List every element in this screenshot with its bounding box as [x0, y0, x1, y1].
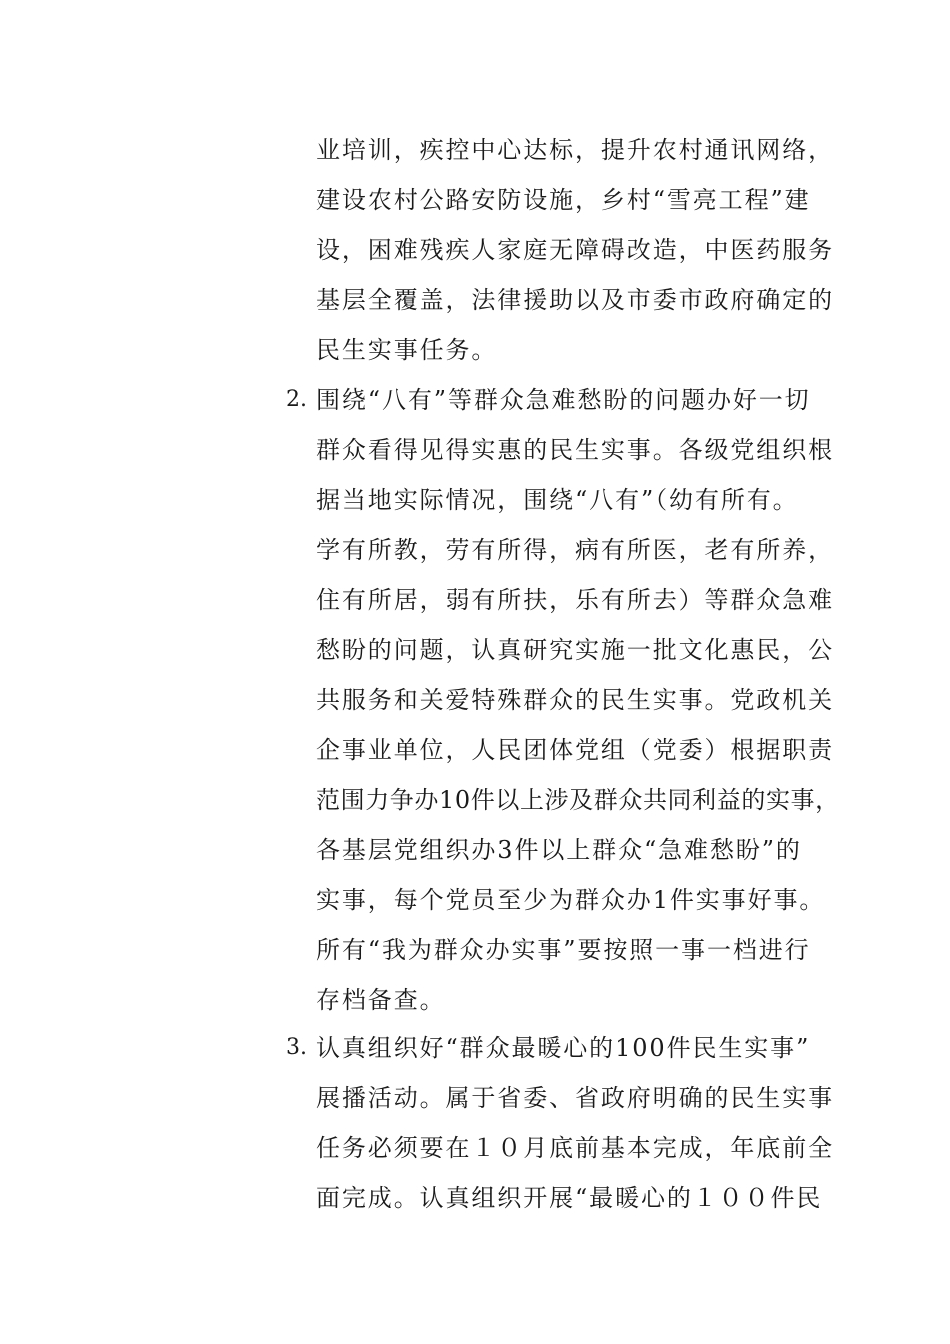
text-line: 认真组织好“群众最暖心的100件民生实事” [316, 1034, 811, 1062]
text-line: 建设农村公路安防设施，乡村“雪亮工程”建 [316, 186, 811, 214]
text-line: 共服务和关爱特殊群众的民生实事。党政机关 [316, 686, 834, 714]
text-line: 各基层党组织办3件以上群众“急难愁盼”的 [316, 836, 802, 864]
list-item-number: 3. [286, 1035, 307, 1060]
list-item-number: 2. [286, 387, 307, 412]
text-line: 企事业单位，人民团体党组（党委）根据职责 [316, 736, 834, 764]
text-line: 范围力争办10件以上涉及群众共同利益的实事， [316, 786, 840, 814]
text-line: 展播活动。属于省委、省政府明确的民生实事 [316, 1084, 834, 1112]
text-line: 民生实事任务。 [316, 336, 498, 364]
text-line: 据当地实际情况，围绕“八有”（幼有所有。 [316, 486, 799, 514]
text-line: 围绕“八有”等群众急难愁盼的问题办好一切 [316, 386, 811, 414]
text-line: 住有所居，弱有所扶，乐有所去）等群众急难 [316, 586, 834, 614]
text-line: 面完成。认真组织开展“最暖心的１００件民 [316, 1184, 823, 1212]
text-line: 任务必须要在１０月底前基本完成，年底前全 [316, 1134, 834, 1162]
text-line: 群众看得见得实惠的民生实事。各级党组织根 [316, 436, 834, 464]
text-line: 所有“我为群众办实事”要按照一事一档进行 [316, 936, 811, 964]
text-line: 基层全覆盖，法律援助以及市委市政府确定的 [316, 286, 834, 314]
text-line: 存档备查。 [316, 986, 446, 1014]
text-line: 实事，每个党员至少为群众办1件实事好事。 [316, 886, 826, 914]
text-line: 学有所教，劳有所得，病有所医，老有所养， [316, 536, 834, 564]
text-line: 业培训，疾控中心达标，提升农村通讯网络， [316, 136, 834, 164]
text-line: 设，困难残疾人家庭无障碍改造，中医药服务 [316, 236, 834, 264]
text-line: 愁盼的问题，认真研究实施一批文化惠民，公 [316, 636, 834, 664]
